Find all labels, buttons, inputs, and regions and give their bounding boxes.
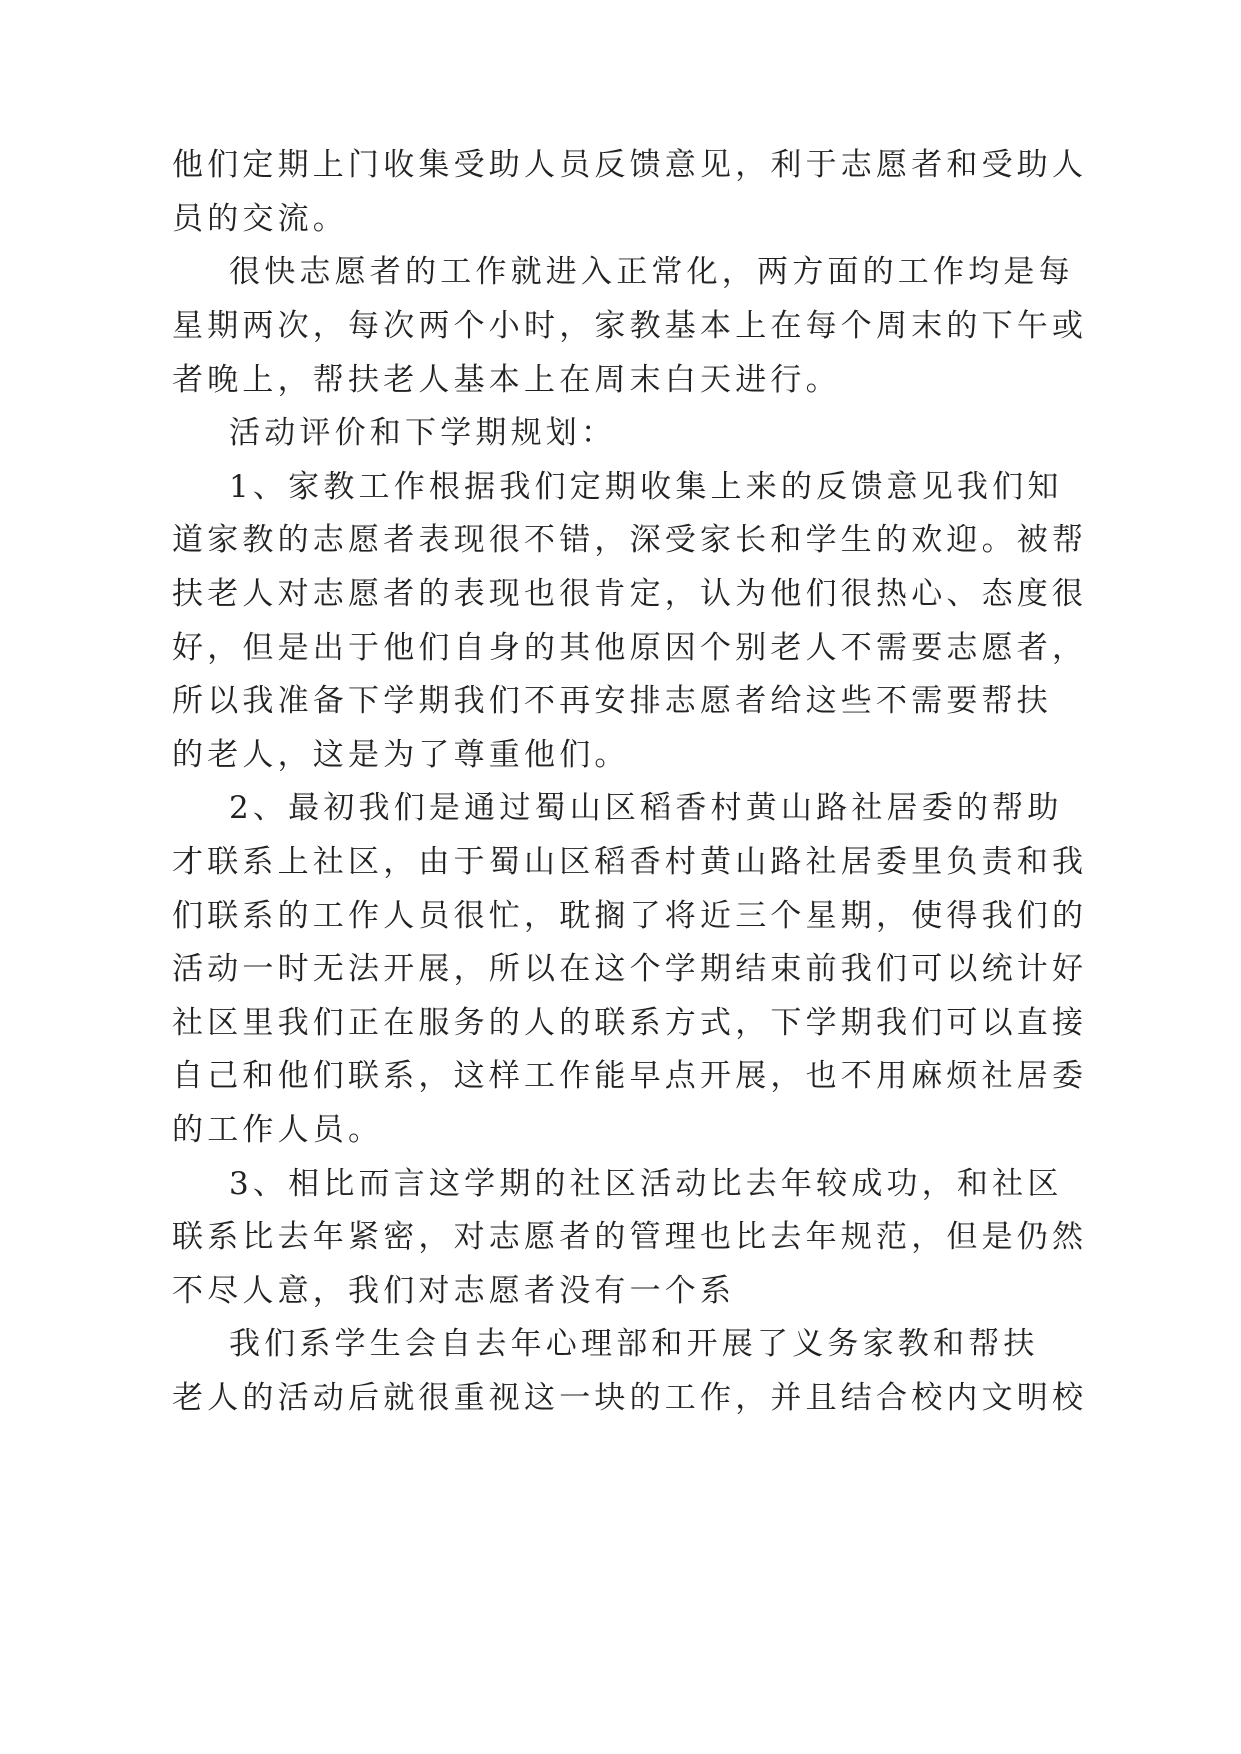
text-line: 们联系的工作人员很忙，耽搁了将近三个星期，使得我们的 <box>172 898 1088 934</box>
text-line: 活动一时无法开展，所以在这个学期结束前我们可以统计好 <box>172 951 1088 987</box>
text-line: 员的交流。 <box>172 201 348 237</box>
text-line: 扶老人对志愿者的表现也很肯定，认为他们很热心、态度很 <box>172 576 1088 612</box>
text-line: 很快志愿者的工作就进入正常化，两方面的工作均是每 <box>229 254 1074 290</box>
text-line: 他们定期上门收集受助人员反馈意见，利于志愿者和受助人 <box>172 147 1088 183</box>
text-line: 好，但是出于他们自身的其他原因个别老人不需要志愿者， <box>172 630 1088 666</box>
text-line: 所以我准备下学期我们不再安排志愿者给这些不需要帮扶 <box>172 683 1052 719</box>
text-line: 社区里我们正在服务的人的联系方式，下学期我们可以直接 <box>172 1005 1088 1041</box>
text-line: 联系比去年紧密，对志愿者的管理也比去年规范，但是仍然 <box>172 1219 1088 1255</box>
text-line: 才联系上社区，由于蜀山区稻香村黄山路社居委里负责和我 <box>172 844 1088 880</box>
text-line: 1、家教工作根据我们定期收集上来的反馈意见我们知 <box>229 469 1063 505</box>
text-line: 的工作人员。 <box>172 1112 384 1148</box>
text-line: 不尽人意，我们对志愿者没有一个系 <box>172 1273 736 1309</box>
text-line: 者晚上，帮扶老人基本上在周末白天进行。 <box>172 362 841 398</box>
text-line: 活动评价和下学期规划： <box>229 415 617 451</box>
text-line: 的老人，这是为了尊重他们。 <box>172 737 630 773</box>
text-line: 我们系学生会自去年心理部和开展了义务家教和帮扶 <box>229 1326 1039 1362</box>
text-line: 2、最初我们是通过蜀山区稻香村黄山路社居委的帮助 <box>229 790 1063 826</box>
text-line: 星期两次，每次两个小时，家教基本上在每个周末的下午或 <box>172 308 1088 344</box>
text-line: 3、相比而言这学期的社区活动比去年较成功，和社区 <box>229 1166 1063 1202</box>
text-line: 自己和他们联系，这样工作能早点开展，也不用麻烦社居委 <box>172 1058 1088 1094</box>
text-line: 老人的活动后就很重视这一块的工作，并且结合校内文明校 <box>172 1380 1088 1416</box>
text-line: 道家教的志愿者表现很不错，深受家长和学生的欢迎。被帮 <box>172 522 1088 558</box>
